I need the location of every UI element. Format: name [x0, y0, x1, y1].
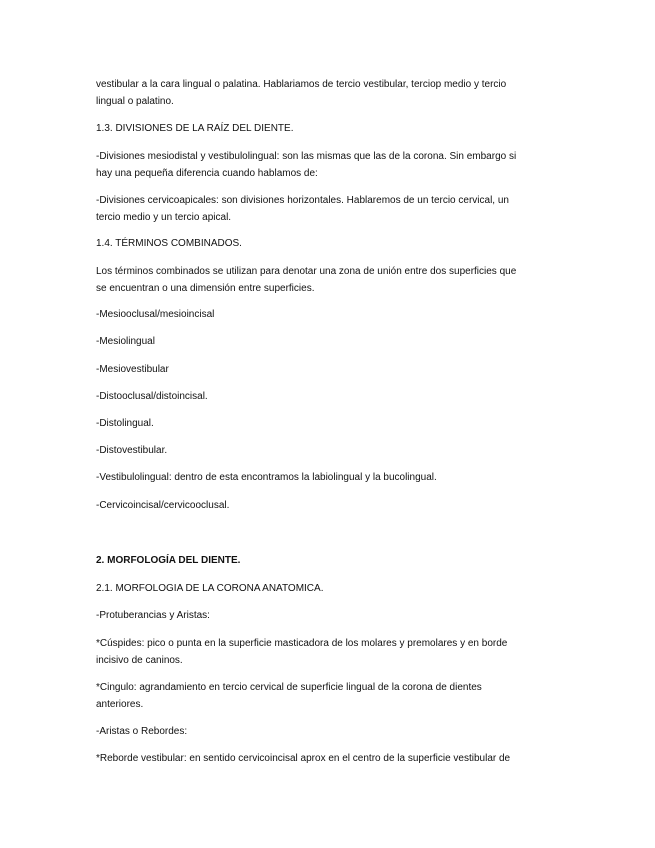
list-item: -Distovestibular.: [96, 445, 168, 456]
heading-morfologia-corona: 2.1. MORFOLOGIA DE LA CORONA ANATOMICA.: [96, 583, 324, 594]
paragraph-cervicoapicales: -Divisiones cervicoapicales: son divisiones horizontales. Hablaremos de un tercio cervical, un tercio medio y un tercio apical.: [96, 195, 509, 223]
list-item: -Aristas o Rebordes:: [96, 726, 188, 737]
paragraph-mesiodistal: -Divisiones mesiodistal y vestibulolingual: son las mismas que las de la corona. Sin embargo si hay una pequeña diferencia cuando hablamos de:: [96, 151, 517, 179]
list-item: -Protuberancias y Aristas:: [96, 610, 210, 621]
list-item: -Mesiooclusal/mesioincisal: [96, 309, 215, 320]
paragraph-intro-continuation: vestibular a la cara lingual o palatina. Hablariamos de tercio vestibular, terciop medio y tercio lingual o palatino.: [96, 79, 507, 107]
paragraph-cuspides: *Cúspides: pico o punta en la superficie masticadora de los molares y premolares y en borde incisivo de caninos.: [96, 638, 508, 666]
list-item: -Vestibulolingual: dentro de esta encontramos la labiolingual y la bucolingual.: [96, 472, 437, 483]
list-item: -Mesiovestibular: [96, 364, 169, 375]
heading-morfologia-diente: 2. MORFOLOGÍA DEL DIENTE.: [96, 555, 241, 566]
list-item: -Distolingual.: [96, 418, 154, 429]
list-item: -Mesiolingual: [96, 336, 155, 347]
list-item: -Distooclusal/distoincisal.: [96, 391, 208, 402]
heading-raiz-divisiones: 1.3. DIVISIONES DE LA RAÍZ DEL DIENTE.: [96, 123, 294, 134]
paragraph-reborde-vestibular: *Reborde vestibular: en sentido cervicoincisal aprox en el centro de la superficie vestibular de: [96, 753, 511, 764]
heading-terminos-combinados: 1.4. TÉRMINOS COMBINADOS.: [96, 238, 242, 249]
paragraph-terminos-definicion: Los términos combinados se utilizan para denotar una zona de unión entre dos superficies que se encuentran o una dimensión entre superficies.: [96, 266, 517, 294]
list-item: -Cervicoincisal/cervicooclusal.: [96, 500, 230, 511]
paragraph-cingulo: *Cingulo: agrandamiento en tercio cervical de superficie lingual de la corona de dientes anteriores.: [96, 682, 482, 710]
